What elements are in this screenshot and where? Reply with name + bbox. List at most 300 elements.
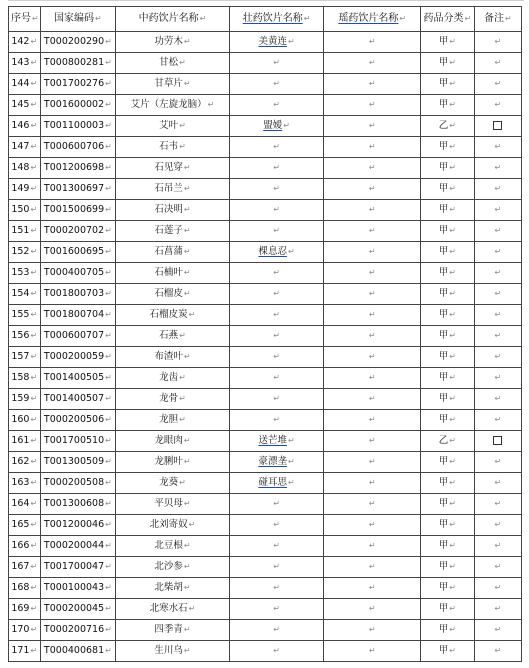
paragraph-mark-icon: ↵ — [30, 289, 38, 298]
cell-index: 147↵ — [9, 137, 41, 158]
cell-index: 158↵ — [9, 368, 41, 389]
paragraph-mark-icon: ↵ — [105, 331, 112, 340]
cell-index: 160↵ — [9, 410, 41, 431]
paragraph-mark-icon: ↵ — [30, 142, 38, 151]
paragraph-mark-icon: ↵ — [368, 394, 376, 403]
cell-zhuang-name: 棵息忍↵ — [229, 242, 324, 263]
cell-zhuang-name — [229, 305, 324, 326]
paragraph-mark-icon: ↵ — [494, 163, 502, 172]
paragraph-mark-icon: ↵ — [30, 310, 38, 319]
paragraph-mark-icon: ↵ — [368, 142, 376, 151]
cell-tcm-name: 北豆根↵ — [116, 536, 230, 557]
cell-category: 甲↵ — [421, 263, 475, 284]
cell-category: 甲↵ — [421, 347, 475, 368]
paragraph-mark-icon: ↵ — [30, 268, 38, 277]
paragraph-mark-icon: ↵ — [449, 394, 456, 403]
paragraph-mark-icon: ↵ — [188, 604, 196, 613]
paragraph-mark-icon: ↵ — [449, 37, 456, 46]
cell-index: 169↵ — [9, 599, 41, 620]
table-row — [9, 473, 522, 494]
table-row — [9, 53, 522, 74]
paragraph-mark-icon: ↵ — [273, 373, 280, 382]
cell-index: 153↵ — [9, 263, 41, 284]
paragraph-mark-icon: ↵ — [273, 310, 280, 319]
cell-category: 甲↵ — [421, 137, 475, 158]
table-row — [9, 326, 522, 347]
cell-index: 146↵ — [9, 116, 41, 137]
paragraph-mark-icon: ↵ — [105, 394, 112, 403]
cell-index: 161↵ — [9, 431, 41, 452]
cell-category: 甲↵ — [421, 410, 475, 431]
paragraph-mark-icon: ↵ — [368, 352, 376, 361]
cell-zhuang-name — [229, 263, 324, 284]
paragraph-mark-icon: ↵ — [273, 646, 280, 655]
cell-national-code: T001600002↵ — [40, 95, 116, 116]
paragraph-mark-icon: ↵ — [449, 478, 456, 487]
paragraph-mark-icon: ↵ — [449, 373, 456, 382]
table-header-row — [9, 7, 522, 32]
cell-note — [474, 620, 521, 641]
paragraph-mark-icon: ↵ — [183, 625, 191, 634]
table-row — [9, 347, 522, 368]
header-tcm-name: 中药饮片名称↵ — [116, 7, 230, 32]
paragraph-mark-icon: ↵ — [30, 562, 38, 571]
cell-national-code: T000600706↵ — [40, 137, 116, 158]
cell-note — [474, 431, 521, 452]
cell-zhuang-name — [229, 620, 324, 641]
paragraph-mark-icon: ↵ — [273, 226, 280, 235]
cell-yao-name — [324, 368, 421, 389]
cell-zhuang-name: 美黄连↵ — [229, 32, 324, 53]
cell-yao-name — [324, 179, 421, 200]
cell-yao-name — [324, 74, 421, 95]
paragraph-mark-icon: ↵ — [105, 268, 112, 277]
paragraph-mark-icon: ↵ — [287, 478, 295, 487]
cell-national-code: T000200702↵ — [40, 221, 116, 242]
cell-category: 甲↵ — [421, 620, 475, 641]
paragraph-mark-icon: ↵ — [273, 142, 280, 151]
paragraph-mark-icon: ↵ — [105, 562, 112, 571]
paragraph-mark-icon: ↵ — [494, 478, 502, 487]
cell-index: 166↵ — [9, 536, 41, 557]
cell-tcm-name: 石见穿↵ — [116, 158, 230, 179]
paragraph-mark-icon: ↵ — [183, 583, 191, 592]
cell-tcm-name: 艾叶↵ — [116, 116, 230, 137]
cell-zhuang-name — [229, 179, 324, 200]
cell-index: 148↵ — [9, 158, 41, 179]
paragraph-mark-icon: ↵ — [183, 247, 191, 256]
cell-yao-name — [324, 431, 421, 452]
paragraph-mark-icon: ↵ — [105, 583, 112, 592]
cell-zhuang-name: 豪漂垄↵ — [229, 452, 324, 473]
cell-index: 170↵ — [9, 620, 41, 641]
paragraph-mark-icon: ↵ — [494, 100, 502, 109]
table-row — [9, 221, 522, 242]
paragraph-mark-icon: ↵ — [183, 436, 191, 445]
cell-note — [474, 347, 521, 368]
table-row — [9, 158, 522, 179]
cell-zhuang-name — [229, 53, 324, 74]
paragraph-mark-icon: ↵ — [449, 583, 456, 592]
cell-tcm-name: 艾片（左旋龙脑）↵ — [116, 95, 230, 116]
cell-note — [474, 536, 521, 557]
cell-yao-name — [324, 599, 421, 620]
cell-category: 甲↵ — [421, 158, 475, 179]
cell-zhuang-name: 送芒堆↵ — [229, 431, 324, 452]
paragraph-mark-icon: ↵ — [449, 121, 456, 130]
cell-yao-name — [324, 389, 421, 410]
paragraph-mark-icon: ↵ — [30, 541, 38, 550]
cell-national-code: T000200506↵ — [40, 410, 116, 431]
paragraph-mark-icon: ↵ — [105, 79, 112, 88]
paragraph-mark-icon: ↵ — [494, 499, 502, 508]
paragraph-mark-icon: ↵ — [273, 562, 280, 571]
paragraph-mark-icon: ↵ — [368, 184, 376, 193]
paragraph-mark-icon: ↵ — [494, 457, 502, 466]
paragraph-mark-icon: ↵ — [105, 226, 112, 235]
cell-index: 157↵ — [9, 347, 41, 368]
paragraph-mark-icon: ↵ — [30, 331, 38, 340]
cell-zhuang-name: 盟嫒↵ — [229, 116, 324, 137]
paragraph-mark-icon: ↵ — [368, 121, 376, 130]
paragraph-mark-icon: ↵ — [287, 37, 295, 46]
paragraph-mark-icon: ↵ — [494, 604, 502, 613]
cell-national-code: T001700047↵ — [40, 557, 116, 578]
paragraph-mark-icon: ↵ — [368, 625, 376, 634]
paragraph-mark-icon: ↵ — [368, 562, 376, 571]
cell-index: 151↵ — [9, 221, 41, 242]
cell-yao-name — [324, 305, 421, 326]
cell-yao-name — [324, 284, 421, 305]
table-row — [9, 389, 522, 410]
paragraph-mark-icon: ↵ — [449, 100, 456, 109]
paragraph-mark-icon: ↵ — [494, 373, 502, 382]
paragraph-mark-icon: ↵ — [183, 163, 191, 172]
paragraph-mark-icon: ↵ — [273, 100, 280, 109]
paragraph-mark-icon: ↵ — [494, 520, 502, 529]
paragraph-mark-icon: ↵ — [30, 478, 38, 487]
cell-yao-name — [324, 137, 421, 158]
cell-yao-name — [324, 53, 421, 74]
cell-national-code: T001200046↵ — [40, 515, 116, 536]
cell-category: 乙↵ — [421, 431, 475, 452]
paragraph-mark-icon: ↵ — [449, 457, 456, 466]
paragraph-mark-icon: ↵ — [179, 331, 186, 340]
paragraph-mark-icon: ↵ — [105, 163, 112, 172]
cell-category: 甲↵ — [421, 305, 475, 326]
paragraph-mark-icon: ↵ — [368, 163, 376, 172]
cell-national-code: T001700276↵ — [40, 74, 116, 95]
cell-index: 144↵ — [9, 74, 41, 95]
cell-note — [474, 221, 521, 242]
cell-category: 甲↵ — [421, 494, 475, 515]
paragraph-mark-icon: ↵ — [494, 625, 502, 634]
cell-index: 142↵ — [9, 32, 41, 53]
cell-national-code: T001400507↵ — [40, 389, 116, 410]
paragraph-mark-icon: ↵ — [494, 562, 502, 571]
cell-note — [474, 578, 521, 599]
paragraph-mark-icon: ↵ — [449, 184, 456, 193]
cell-index: 150↵ — [9, 200, 41, 221]
paragraph-mark-icon: ↵ — [494, 184, 502, 193]
cell-tcm-name: 甘松↵ — [116, 53, 230, 74]
cell-yao-name — [324, 410, 421, 431]
cell-zhuang-name — [229, 410, 324, 431]
paragraph-mark-icon: ↵ — [30, 436, 38, 445]
paragraph-mark-icon: ↵ — [105, 289, 112, 298]
paragraph-mark-icon: ↵ — [30, 58, 38, 67]
table-row — [9, 284, 522, 305]
paragraph-mark-icon: ↵ — [183, 352, 191, 361]
cell-category: 甲↵ — [421, 221, 475, 242]
cell-index: 163↵ — [9, 473, 41, 494]
paragraph-mark-icon: ↵ — [273, 79, 280, 88]
cell-zhuang-name — [229, 221, 324, 242]
paragraph-mark-icon: ↵ — [273, 415, 280, 424]
paragraph-mark-icon: ↵ — [273, 289, 280, 298]
cell-national-code: T001500699↵ — [40, 200, 116, 221]
cell-national-code: T001600695↵ — [40, 242, 116, 263]
cell-zhuang-name — [229, 95, 324, 116]
paragraph-mark-icon: ↵ — [287, 247, 295, 256]
cell-yao-name — [324, 326, 421, 347]
paragraph-mark-icon: ↵ — [105, 310, 112, 319]
paragraph-mark-icon: ↵ — [105, 184, 112, 193]
cell-note — [474, 473, 521, 494]
cell-tcm-name: 北柴胡↵ — [116, 578, 230, 599]
cell-note — [474, 515, 521, 536]
cell-yao-name — [324, 536, 421, 557]
cell-national-code: T000600707↵ — [40, 326, 116, 347]
paragraph-mark-icon: ↵ — [494, 226, 502, 235]
cell-yao-name — [324, 32, 421, 53]
paragraph-mark-icon: ↵ — [494, 205, 502, 214]
cell-zhuang-name — [229, 137, 324, 158]
cell-category: 甲↵ — [421, 326, 475, 347]
paragraph-mark-icon: ↵ — [494, 331, 502, 340]
paragraph-mark-icon: ↵ — [183, 562, 191, 571]
page-top-rule — [8, 0, 524, 5]
paragraph-mark-icon: ↵ — [179, 58, 186, 67]
paragraph-mark-icon: ↵ — [188, 310, 196, 319]
cell-category: 甲↵ — [421, 242, 475, 263]
cell-note — [474, 326, 521, 347]
cell-national-code: T001300697↵ — [40, 179, 116, 200]
cell-note — [474, 137, 521, 158]
paragraph-mark-icon: ↵ — [494, 646, 502, 655]
cell-tcm-name: 龙脷叶↵ — [116, 452, 230, 473]
paragraph-mark-icon: ↵ — [183, 226, 191, 235]
cell-note — [474, 389, 521, 410]
cell-note — [474, 452, 521, 473]
header-national-code: 国家编码↵ — [40, 7, 116, 32]
cell-tcm-name: 龙骨↵ — [116, 389, 230, 410]
paragraph-mark-icon: ↵ — [30, 520, 38, 529]
cell-national-code: T000100043↵ — [40, 578, 116, 599]
cell-tcm-name: 功劳木↵ — [116, 32, 230, 53]
paragraph-mark-icon: ↵ — [368, 331, 376, 340]
cell-index: 145↵ — [9, 95, 41, 116]
cell-tcm-name: 龙眼肉↵ — [116, 431, 230, 452]
paragraph-mark-icon: ↵ — [273, 352, 280, 361]
table-row — [9, 515, 522, 536]
paragraph-mark-icon: ↵ — [183, 79, 191, 88]
table-row — [9, 557, 522, 578]
paragraph-mark-icon: ↵ — [368, 646, 376, 655]
cell-yao-name — [324, 620, 421, 641]
table-row — [9, 410, 522, 431]
paragraph-mark-icon: ↵ — [449, 226, 456, 235]
paragraph-mark-icon: ↵ — [188, 520, 196, 529]
cell-category: 乙↵ — [421, 116, 475, 137]
cell-tcm-name: 龙胆↵ — [116, 410, 230, 431]
paragraph-mark-icon: ↵ — [30, 205, 38, 214]
paragraph-mark-icon: ↵ — [30, 394, 38, 403]
cell-category: 甲↵ — [421, 200, 475, 221]
cell-tcm-name: 平贝母↵ — [116, 494, 230, 515]
paragraph-mark-icon: ↵ — [105, 541, 112, 550]
cell-note — [474, 284, 521, 305]
cell-yao-name — [324, 221, 421, 242]
cell-index: 168↵ — [9, 578, 41, 599]
paragraph-mark-icon: ↵ — [449, 289, 456, 298]
table-row — [9, 242, 522, 263]
paragraph-mark-icon: ↵ — [30, 646, 38, 655]
cell-national-code: T001200698↵ — [40, 158, 116, 179]
cell-yao-name — [324, 515, 421, 536]
cell-national-code: T001800704↵ — [40, 305, 116, 326]
cell-category: 甲↵ — [421, 53, 475, 74]
cell-national-code: T000400705↵ — [40, 263, 116, 284]
cell-national-code: T001100003↵ — [40, 116, 116, 137]
paragraph-mark-icon: ↵ — [368, 268, 376, 277]
table-row — [9, 263, 522, 284]
table-row — [9, 74, 522, 95]
cell-zhuang-name — [229, 494, 324, 515]
paragraph-mark-icon: ↵ — [30, 415, 38, 424]
paragraph-mark-icon: ↵ — [273, 625, 280, 634]
cell-yao-name — [324, 263, 421, 284]
cell-note — [474, 494, 521, 515]
cell-zhuang-name — [229, 557, 324, 578]
paragraph-mark-icon: ↵ — [449, 604, 456, 613]
cell-note — [474, 410, 521, 431]
cell-category: 甲↵ — [421, 515, 475, 536]
cell-tcm-name: 龙齿↵ — [116, 368, 230, 389]
table-row — [9, 620, 522, 641]
paragraph-mark-icon: ↵ — [449, 205, 456, 214]
cell-category: 甲↵ — [421, 389, 475, 410]
cell-tcm-name: 石榴皮↵ — [116, 284, 230, 305]
paragraph-mark-icon: ↵ — [273, 520, 280, 529]
cell-yao-name — [324, 158, 421, 179]
paragraph-mark-icon: ↵ — [30, 373, 38, 382]
cell-note — [474, 158, 521, 179]
cell-national-code: T000800281↵ — [40, 53, 116, 74]
paragraph-mark-icon: ↵ — [368, 289, 376, 298]
table-row — [9, 137, 522, 158]
paragraph-mark-icon: ↵ — [494, 541, 502, 550]
paragraph-mark-icon: ↵ — [105, 499, 112, 508]
paragraph-mark-icon: ↵ — [30, 352, 38, 361]
header-yao-name: 瑶药饮片名称↵ — [324, 7, 421, 32]
paragraph-mark-icon: ↵ — [105, 58, 112, 67]
table-row — [9, 368, 522, 389]
paragraph-mark-icon: ↵ — [449, 415, 456, 424]
header-zhuang-name: 壮药饮片名称↵ — [229, 7, 324, 32]
paragraph-mark-icon: ↵ — [449, 247, 456, 256]
cell-zhuang-name — [229, 347, 324, 368]
paragraph-mark-icon: ↵ — [273, 394, 280, 403]
cell-national-code: T001800703↵ — [40, 284, 116, 305]
paragraph-mark-icon: ↵ — [183, 541, 191, 550]
paragraph-mark-icon: ↵ — [30, 100, 38, 109]
cell-index: 171↵ — [9, 641, 41, 662]
paragraph-mark-icon: ↵ — [105, 142, 112, 151]
paragraph-mark-icon: ↵ — [449, 436, 456, 445]
cell-note — [474, 116, 521, 137]
paragraph-mark-icon: ↵ — [494, 142, 502, 151]
paragraph-mark-icon: ↵ — [283, 121, 290, 130]
cell-index: 154↵ — [9, 284, 41, 305]
cell-national-code: T000200044↵ — [40, 536, 116, 557]
cell-zhuang-name — [229, 74, 324, 95]
cell-yao-name — [324, 578, 421, 599]
cell-index: 165↵ — [9, 515, 41, 536]
cell-zhuang-name — [229, 200, 324, 221]
table-row — [9, 305, 522, 326]
paragraph-mark-icon: ↵ — [368, 436, 376, 445]
paragraph-mark-icon: ↵ — [494, 247, 502, 256]
paragraph-mark-icon: ↵ — [30, 163, 38, 172]
cell-tcm-name: 北刘寄奴↵ — [116, 515, 230, 536]
cell-note — [474, 32, 521, 53]
paragraph-mark-icon: ↵ — [179, 121, 186, 130]
paragraph-mark-icon: ↵ — [494, 58, 502, 67]
paragraph-mark-icon: ↵ — [30, 79, 38, 88]
cell-category: 甲↵ — [421, 473, 475, 494]
cell-national-code: T000200059↵ — [40, 347, 116, 368]
paragraph-mark-icon: ↵ — [368, 415, 376, 424]
paragraph-mark-icon: ↵ — [287, 436, 295, 445]
cell-tcm-name: 石韦↵ — [116, 137, 230, 158]
paragraph-mark-icon: ↵ — [30, 37, 38, 46]
table-body — [9, 32, 522, 662]
cell-note — [474, 305, 521, 326]
cell-tcm-name: 石决明↵ — [116, 200, 230, 221]
paragraph-mark-icon: ↵ — [30, 625, 38, 634]
cell-category: 甲↵ — [421, 641, 475, 662]
cell-national-code: T001300509↵ — [40, 452, 116, 473]
cell-note — [474, 179, 521, 200]
cell-zhuang-name — [229, 536, 324, 557]
paragraph-mark-icon: ↵ — [368, 226, 376, 235]
cell-category: 甲↵ — [421, 368, 475, 389]
paragraph-mark-icon: ↵ — [273, 499, 280, 508]
paragraph-mark-icon: ↵ — [449, 562, 456, 571]
paragraph-mark-icon: ↵ — [273, 541, 280, 550]
cell-index: 159↵ — [9, 389, 41, 410]
cell-yao-name — [324, 242, 421, 263]
cell-note — [474, 557, 521, 578]
cell-national-code: T000200508↵ — [40, 473, 116, 494]
cell-yao-name — [324, 494, 421, 515]
paragraph-mark-icon: ↵ — [449, 142, 456, 151]
cell-tcm-name: 石莲子↵ — [116, 221, 230, 242]
paragraph-mark-icon: ↵ — [273, 604, 280, 613]
paragraph-mark-icon: ↵ — [449, 331, 456, 340]
cell-national-code: T000200045↵ — [40, 599, 116, 620]
